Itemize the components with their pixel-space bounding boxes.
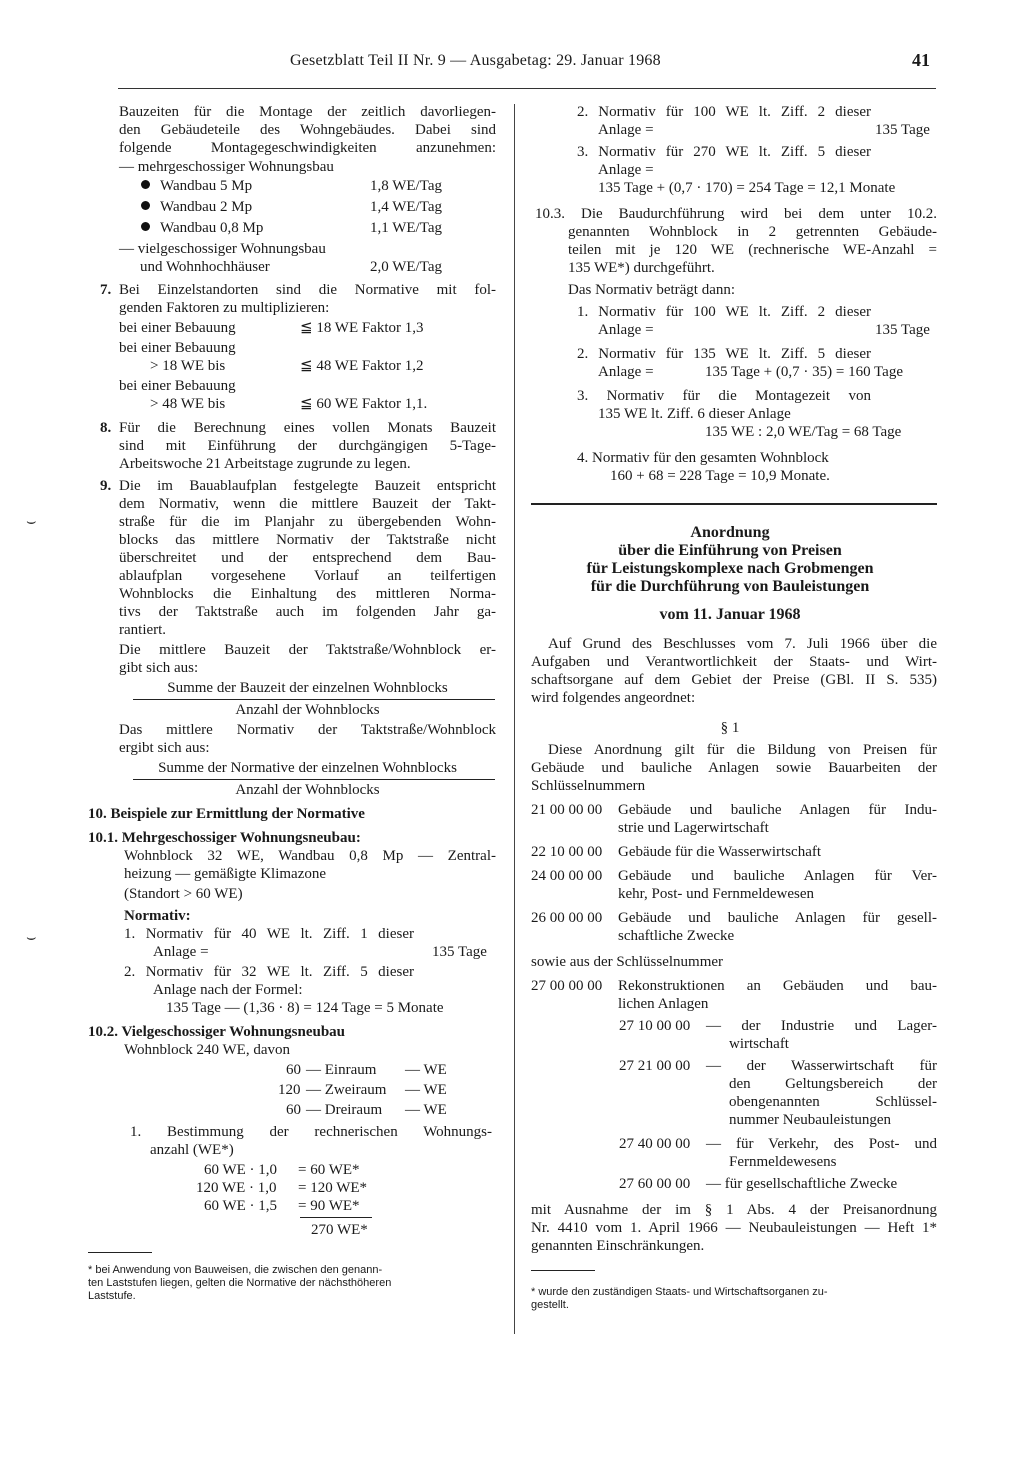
text-line: Anlage =: [598, 122, 654, 138]
text-line: Gebäude und bauliche Anlagen sowie Bauarbeiten der: [531, 760, 937, 776]
text-line: 1. Normativ für 40 WE lt. Ziff. 1 dieser: [124, 926, 414, 942]
margin-mark: ⌣: [26, 511, 37, 530]
subcode-number: 27 10 00 00: [619, 1018, 691, 1034]
decree-title-line: für die Durchführung von Bauleistungen: [590, 578, 870, 595]
text-line: ergibt sich aus:: [119, 740, 210, 756]
footnote-rule: [88, 1252, 152, 1253]
formula-line: 160 + 68 = 228 Tage = 10,9 Monate.: [610, 468, 830, 484]
text-line: genannten Einschränkungen.: [531, 1238, 705, 1254]
text-line: 2. Normativ für 32 WE lt. Ziff. 5 dieser: [124, 964, 414, 980]
footnote-line: Laststufe.: [88, 1290, 136, 1302]
text-line: Anlage =: [598, 364, 654, 380]
bullet-icon: [141, 222, 150, 231]
text-line: blocks das mittlere Normativ der Taktstraße nicht: [119, 532, 496, 548]
subcode-number: 27 60 00 00: [619, 1176, 691, 1192]
margin-mark: ⌣: [26, 927, 37, 946]
text-line: (Standort > 60 WE): [124, 886, 243, 902]
code-text: strie und Lagerwirtschaft: [618, 820, 769, 836]
item-value: 135 Tage: [875, 322, 930, 338]
item-number: 7.: [100, 282, 112, 298]
subcode-text: nummer Neubauleistungen: [729, 1112, 892, 1128]
item-number: 9.: [100, 478, 112, 494]
item-label: Wandbau 0,8 Mp: [160, 220, 264, 236]
text-line: ≦ 60 WE Faktor 1,1.: [300, 396, 428, 412]
text-line: Arbeitswoche 21 Arbeitstage zugrunde zu legen.: [119, 456, 411, 472]
list-item: [141, 178, 252, 195]
unit-count: 120: [278, 1082, 301, 1098]
page-header-title: Gesetzblatt Teil II Nr. 9 — Ausgabetag: 29. Januar 1968: [290, 52, 661, 69]
code-text: kehr, Post- und Fernmeldewesen: [618, 886, 815, 902]
code-number: 21 00 00 00: [531, 802, 603, 818]
subcode-text: wirtschaft: [729, 1036, 789, 1052]
text-line: überschreitet und der entsprechend dem Bau-: [119, 550, 496, 566]
calc-left: 120 WE · 1,0: [196, 1180, 277, 1196]
subcode-text: — für gesellschaftliche Zwecke: [706, 1176, 898, 1192]
text-line: ≦ 18 WE Faktor 1,3: [300, 320, 424, 336]
text-line: 135 WE lt. Ziff. 6 dieser Anlage: [598, 406, 791, 422]
text-line: genden Faktoren zu multiplizieren:: [119, 300, 330, 316]
unit-we: — WE: [405, 1062, 447, 1078]
text-line: Aufgaben und Verantwortlichkeit der Staats- und Wirt-: [531, 654, 937, 670]
code-number: 26 00 00 00: [531, 910, 603, 926]
item-label: Wandbau 2 Mp: [160, 199, 253, 215]
section-rule: [531, 503, 937, 505]
text-line: — vielgeschossiger Wohnungsbau: [119, 241, 326, 257]
code-text: Gebäude und bauliche Anlagen für Ver-: [618, 868, 937, 884]
text-line: Das mittlere Normativ der Taktstraße/Wohnblock: [119, 722, 496, 738]
item-value: 135 Tage: [432, 944, 487, 960]
unit-type: — Einraum: [306, 1062, 377, 1078]
text-line: Anlage nach der Formel:: [153, 982, 303, 998]
text-line: folgende Montagegeschwindigkeiten anzunehmen:: [119, 140, 496, 156]
text-line: Bei Einzelstandorten sind die Normative mit fol-: [119, 282, 496, 298]
code-number: 24 00 00 00: [531, 868, 603, 884]
unit-type: — Zweiraum: [306, 1082, 387, 1098]
text-line: Für die Berechnung eines vollen Monats Bauzeit: [119, 420, 496, 436]
text-line: Anlage =: [598, 322, 654, 338]
formula-line: 135 Tage + (0,7 · 170) = 254 Tage = 12,1 Monate: [598, 180, 896, 196]
text-line: — mehrgeschossiger Wohnungsbau: [119, 159, 334, 175]
decree-title-line: über die Einführung von Preisen: [618, 542, 842, 559]
text-line: Schlüsselnummern: [531, 778, 646, 794]
decree-title-line: für Leistungskomplexe nach Grobmengen: [586, 560, 874, 577]
item-value: 1,1 WE/Tag: [370, 220, 442, 236]
text-line: anzahl (WE*): [150, 1142, 234, 1158]
text-line: bei einer Bebauung: [119, 378, 236, 394]
text-line: 3. Normativ für die Montagezeit von: [577, 388, 871, 404]
text-line: Anlage =: [598, 162, 654, 178]
footnote-line: ten Laststufen liegen, gelten die Normative der nächsthöheren: [88, 1277, 392, 1289]
code-text: Gebäude und bauliche Anlagen für Indu-: [618, 802, 937, 818]
text-line: tivs der Taktstraße auch im folgenden Jahr ga-: [119, 604, 496, 620]
subcode-text: — für Verkehr, des Post- und: [706, 1136, 937, 1152]
sum-total: 270 WE*: [311, 1222, 368, 1238]
fraction-denominator: Anzahl der Wohnblocks: [235, 782, 380, 798]
item-value: 1,4 WE/Tag: [370, 199, 442, 215]
bullet-icon: [141, 180, 150, 189]
code-text: lichen Anlagen: [618, 996, 709, 1012]
text-line: wird folgendes angeordnet:: [531, 690, 696, 706]
code-number: 27 00 00 00: [531, 978, 603, 994]
text-line: rantiert.: [119, 622, 167, 638]
text-line: > 18 WE bis: [150, 358, 226, 374]
code-text: Rekonstruktionen an Gebäuden und bau-: [618, 978, 937, 994]
text-line: 2. Normativ für 100 WE lt. Ziff. 2 dieser: [577, 104, 871, 120]
text-line: Die im Bauablaufplan festgelegte Bauzeit entspricht: [119, 478, 496, 494]
footnote-line: gestellt.: [531, 1299, 569, 1311]
text-line: Die mittlere Bauzeit der Taktstraße/Wohnblock er-: [119, 642, 496, 658]
text-line: bei einer Bebauung: [119, 340, 236, 356]
paragraph-number: § 1: [720, 720, 740, 736]
code-text: Gebäude für die Wasserwirtschaft: [618, 844, 822, 860]
text-line: sowie aus der Schlüsselnummer: [531, 954, 724, 970]
item-label: Wandbau 5 Mp: [160, 178, 253, 194]
text-line: 10.3. Die Baudurchführung wird bei dem unter 10.2.: [535, 206, 937, 222]
code-text: schaftliche Zwecke: [618, 928, 735, 944]
section-heading: 10. Beispiele zur Ermittlung der Normative: [88, 806, 365, 822]
text-line: Bauzeiten für die Montage der zeitlich davorliegen-: [119, 104, 496, 120]
text-line: Nr. 4410 vom 1. April 1966 — Neubauleistungen — Heft 1*: [531, 1220, 937, 1236]
code-number: 22 10 00 00: [531, 844, 603, 860]
text-line: sind mit Einführung der durchgängigen 5-Tage-: [119, 438, 496, 454]
header-rule: [118, 88, 936, 89]
text-line: mit Ausnahme der im § 1 Abs. 4 der Preisanordnung: [531, 1202, 937, 1218]
footnote-rule: [531, 1270, 595, 1271]
text-line: genannten Wohnblock in 2 getrennten Gebäude-: [568, 224, 937, 240]
text-line: bei einer Bebauung: [119, 320, 236, 336]
page-number: 41: [912, 50, 930, 70]
calc-left: 60 WE · 1,5: [204, 1198, 278, 1214]
text-line: 1. Normativ für 100 WE lt. Ziff. 2 dieser: [577, 304, 871, 320]
unit-count: 60: [286, 1062, 301, 1078]
subcode-text: — der Industrie und Lager-: [706, 1018, 937, 1034]
text-line: dem Normativ, wenn die mittlere Bauzeit der Takt-: [119, 496, 496, 512]
formula-line: 135 Tage — (1,36 · 8) = 124 Tage = 5 Monate: [166, 1000, 444, 1016]
text-line: den Gebäudeteile des Wohngebäudes. Dabei sind: [119, 122, 496, 138]
text-line: 4. Normativ für den gesamten Wohnblock: [577, 450, 829, 466]
label-normativ: Normativ:: [124, 908, 191, 924]
text-line: Diese Anordnung gilt für die Bildung von Preisen für: [548, 742, 937, 758]
subcode-text: obengenannten Schlüssel-: [729, 1094, 937, 1110]
subcode-number: 27 21 00 00: [619, 1058, 691, 1074]
item-number: 8.: [100, 420, 112, 436]
list-item: [141, 220, 263, 237]
footnote-line: * bei Anwendung von Bauweisen, die zwischen den genann-: [88, 1264, 383, 1276]
list-item: [141, 199, 252, 216]
calc-left: 60 WE · 1,0: [204, 1162, 278, 1178]
item-value: 1,8 WE/Tag: [370, 178, 442, 194]
text-line: heizung — gemäßigte Klimazone: [124, 866, 327, 882]
subsection-heading: 10.1. Mehrgeschossiger Wohnungsneubau:: [88, 830, 361, 846]
text-line: Wohnblocks die Einhaltung des mittleren Norma-: [119, 586, 496, 602]
text-line: 1. Bestimmung der rechnerischen Wohnungs-: [130, 1124, 492, 1140]
text-line: Auf Grund des Beschlusses vom 7. Juli 1966 über die: [548, 636, 937, 652]
item-value: 135 Tage: [875, 122, 930, 138]
fraction-denominator: Anzahl der Wohnblocks: [235, 702, 380, 718]
text-line: gibt sich aus:: [119, 660, 199, 676]
unit-we: — WE: [405, 1082, 447, 1098]
unit-we: — WE: [405, 1102, 447, 1118]
text-line: 2. Normativ für 135 WE lt. Ziff. 5 dieser: [577, 346, 871, 362]
unit-count: 60: [286, 1102, 301, 1118]
text-line: > 48 WE bis: [150, 396, 226, 412]
decree-date: vom 11. Januar 1968: [659, 606, 801, 623]
text-line: 3. Normativ für 270 WE lt. Ziff. 5 dieser: [577, 144, 871, 160]
fraction-numerator: Summe der Normative der einzelnen Wohnblocks: [158, 760, 457, 776]
fraction-numerator: Summe der Bauzeit der einzelnen Wohnblocks: [167, 680, 448, 696]
column-divider: [514, 104, 515, 1334]
text-line: 135 WE*) durchgeführt.: [568, 260, 715, 276]
text-line: ≦ 48 WE Faktor 1,2: [300, 358, 424, 374]
subcode-text: Fernmeldewesens: [729, 1154, 837, 1170]
text-line: teilen mit je 120 WE (rechnerische WE-Anzahl =: [568, 242, 937, 258]
text-line: Wohnblock 240 WE, davon: [124, 1042, 290, 1058]
unit-type: — Dreiraum: [306, 1102, 383, 1118]
subcode-text: den Geltungsbereich der: [729, 1076, 937, 1092]
item-value: 2,0 WE/Tag: [370, 259, 442, 275]
bullet-icon: [141, 201, 150, 210]
code-text: Gebäude und bauliche Anlagen für gesell-: [618, 910, 937, 926]
text-line: und Wohnhochhäuser: [140, 259, 270, 275]
fraction-rule: [133, 699, 495, 700]
formula-line: 135 WE : 2,0 WE/Tag = 68 Tage: [705, 424, 902, 440]
fraction-rule: [133, 779, 495, 780]
text-line: schaftsorgane auf dem Gebiet der Preise (GBl. II S. 535): [531, 672, 937, 688]
subcode-number: 27 40 00 00: [619, 1136, 691, 1152]
calc-right: = 90 WE*: [298, 1198, 360, 1214]
calc-right: = 60 WE*: [298, 1162, 360, 1178]
text-line: Wohnblock 32 WE, Wandbau 0,8 Mp — Zentral-: [124, 848, 496, 864]
footnote-line: * wurde den zuständigen Staats- und Wirtschaftsorganen zu-: [531, 1286, 828, 1298]
text-line: Das Normativ beträgt dann:: [568, 282, 736, 298]
subcode-text: — der Wasserwirtschaft für: [706, 1058, 937, 1074]
text-line: Anlage =: [153, 944, 209, 960]
calc-right: = 120 WE*: [298, 1180, 368, 1196]
formula-line: 135 Tage + (0,7 · 35) = 160 Tage: [705, 364, 903, 380]
text-line: ablaufplan vorgesehene Vorlauf an teilfertigen: [119, 568, 496, 584]
sum-rule: [300, 1217, 372, 1218]
subsection-heading: 10.2. Vielgeschossiger Wohnungsneubau: [88, 1024, 346, 1040]
decree-title-line: Anordnung: [690, 524, 770, 541]
text-line: straße für die im Planjahr zu übergebenden Wohn-: [119, 514, 496, 530]
